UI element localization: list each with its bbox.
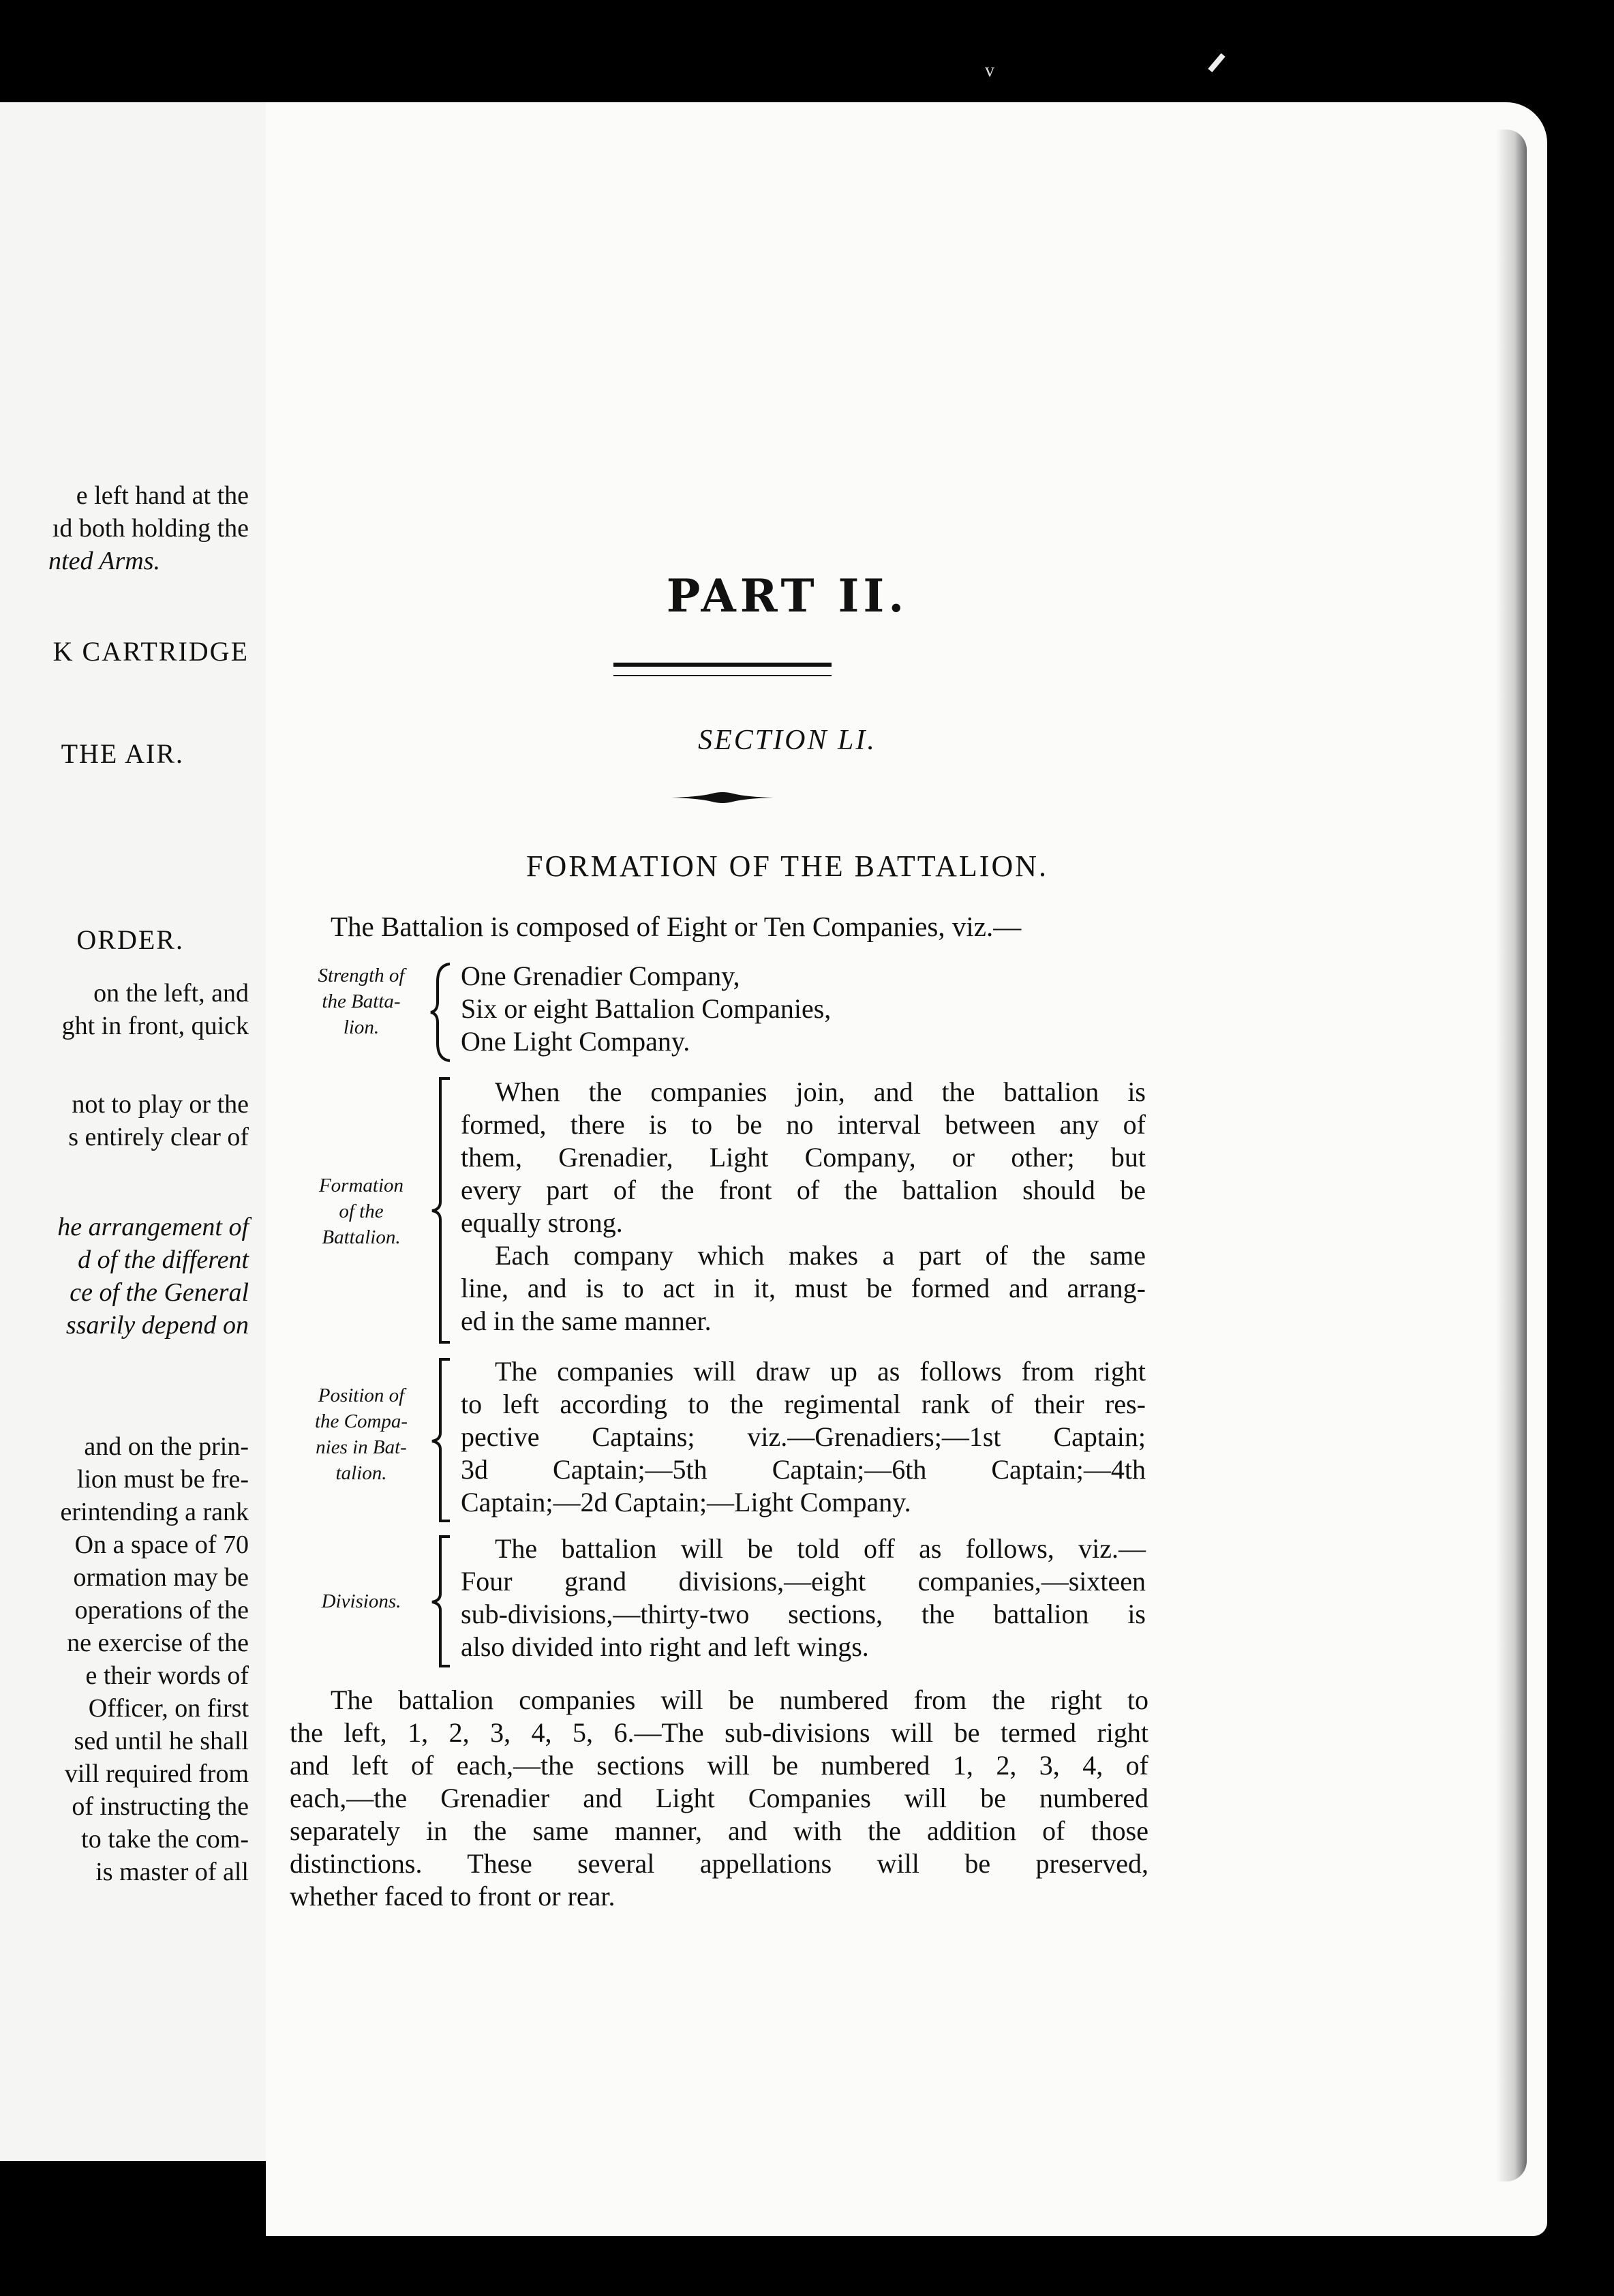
left-line: ormation may be: [73, 1563, 249, 1592]
title-rule: [613, 663, 832, 676]
pen-mark: [1208, 53, 1225, 72]
brace: [428, 961, 455, 1063]
left-line: of instructing the: [72, 1792, 249, 1821]
intro-line: The Battalion is composed of Eight or Ten Companies, viz.—: [331, 911, 1022, 942]
page-mark: v: [985, 60, 994, 81]
left-line: is master of all: [95, 1858, 249, 1886]
left-facing-page: [0, 102, 269, 2161]
left-line: ce of the General: [70, 1278, 249, 1307]
part-title: PART II.: [666, 569, 909, 622]
left-line: to take the com-: [81, 1825, 249, 1854]
left-line: On a space of 70: [74, 1530, 249, 1559]
left-line: operations of the: [74, 1596, 249, 1625]
final-paragraph: The battalion companies will be numbered from the right to the left, 1, 2, 3, 4, 5, 6.—The sub-divisions will be termed right and left of each,—the sections will be numbered 1, 2, 3, 4, of each,—the Grenadier and Light Companies will be numbered separately in the same manner, and with the addition of those distinctions. These several appellations will be preserved, whether faced to front or rear.: [290, 1685, 1148, 1912]
left-line: on the left, and: [93, 979, 249, 1008]
section-title: SECTION LI.: [698, 725, 877, 756]
left-line: erintending a rank: [60, 1498, 249, 1526]
left-line: vill required from: [64, 1759, 249, 1788]
ornament-divider: [671, 791, 774, 804]
text-block-formation: When the companies join, and the battalion is formed, there is to be no interval between any of them, Grenadier, Light Company, or other; but every part of the front of the battalion should be equally strong. Each company which makes a part of the same line, and is to act in it, must be formed and arrang- ed in the same manner.: [461, 1076, 1146, 1336]
left-line: ORDER.: [76, 924, 184, 955]
left-line: ssarily depend on: [65, 1311, 249, 1340]
left-line: sed until he shall: [74, 1727, 249, 1755]
list-item: One Grenadier Company,: [461, 961, 740, 991]
brace: [428, 1357, 455, 1524]
list-item: One Light Company.: [461, 1026, 690, 1057]
margin-note-divisions: Divisions.: [321, 1590, 401, 1612]
left-line: ght in front, quick: [61, 1012, 249, 1040]
left-line: nted Arms.: [48, 547, 160, 575]
left-line: ne exercise of the: [67, 1629, 249, 1657]
left-line: he arrangement of: [57, 1213, 249, 1241]
page-edge: [1496, 130, 1527, 2181]
left-line: Officer, on first: [88, 1694, 249, 1723]
left-line: and on the prin-: [84, 1432, 249, 1461]
left-line: not to play or the: [72, 1090, 249, 1119]
left-line: THE AIR.: [61, 738, 184, 769]
margin-note-formation: Formation of the Battalion.: [318, 1175, 404, 1248]
margin-note-strength: Strength of the Batta- lion.: [318, 965, 405, 1038]
brace: [428, 1076, 455, 1345]
list-item: Six or eight Battalion Companies,: [461, 993, 832, 1024]
brace: [428, 1534, 455, 1669]
text-block-divisions: The battalion will be told off as follows, viz.— Four grand divisions,—eight companies,—sixteen sub-divisions,—thirty-two sections, the battalion is also divided into right and left wings.: [461, 1533, 1146, 1662]
left-line: s entirely clear of: [68, 1123, 249, 1151]
left-line: d of the different: [78, 1245, 249, 1274]
left-line: ıd both holding the: [52, 514, 249, 543]
text-block-position: The companies will draw up as follows from right to left according to the regimental rank of their res- pective Captains; viz.—Grenadiers;—1st Captain; 3d Captain;—5th Captain;—6th Captain;—4th Captain;—2d Captain;—Light Company.: [461, 1356, 1146, 1517]
left-line: e left hand at the: [76, 481, 249, 510]
text-block-strength: [461, 960, 1146, 1058]
left-line: lion must be fre-: [76, 1465, 249, 1494]
formation-heading: FORMATION OF THE BATTALION.: [526, 849, 1048, 883]
left-line: K CARTRIDGE: [52, 636, 249, 667]
margin-note-position: Position of the Compa- nies in Bat- talion.: [314, 1385, 408, 1484]
left-line: e their words of: [85, 1661, 249, 1690]
